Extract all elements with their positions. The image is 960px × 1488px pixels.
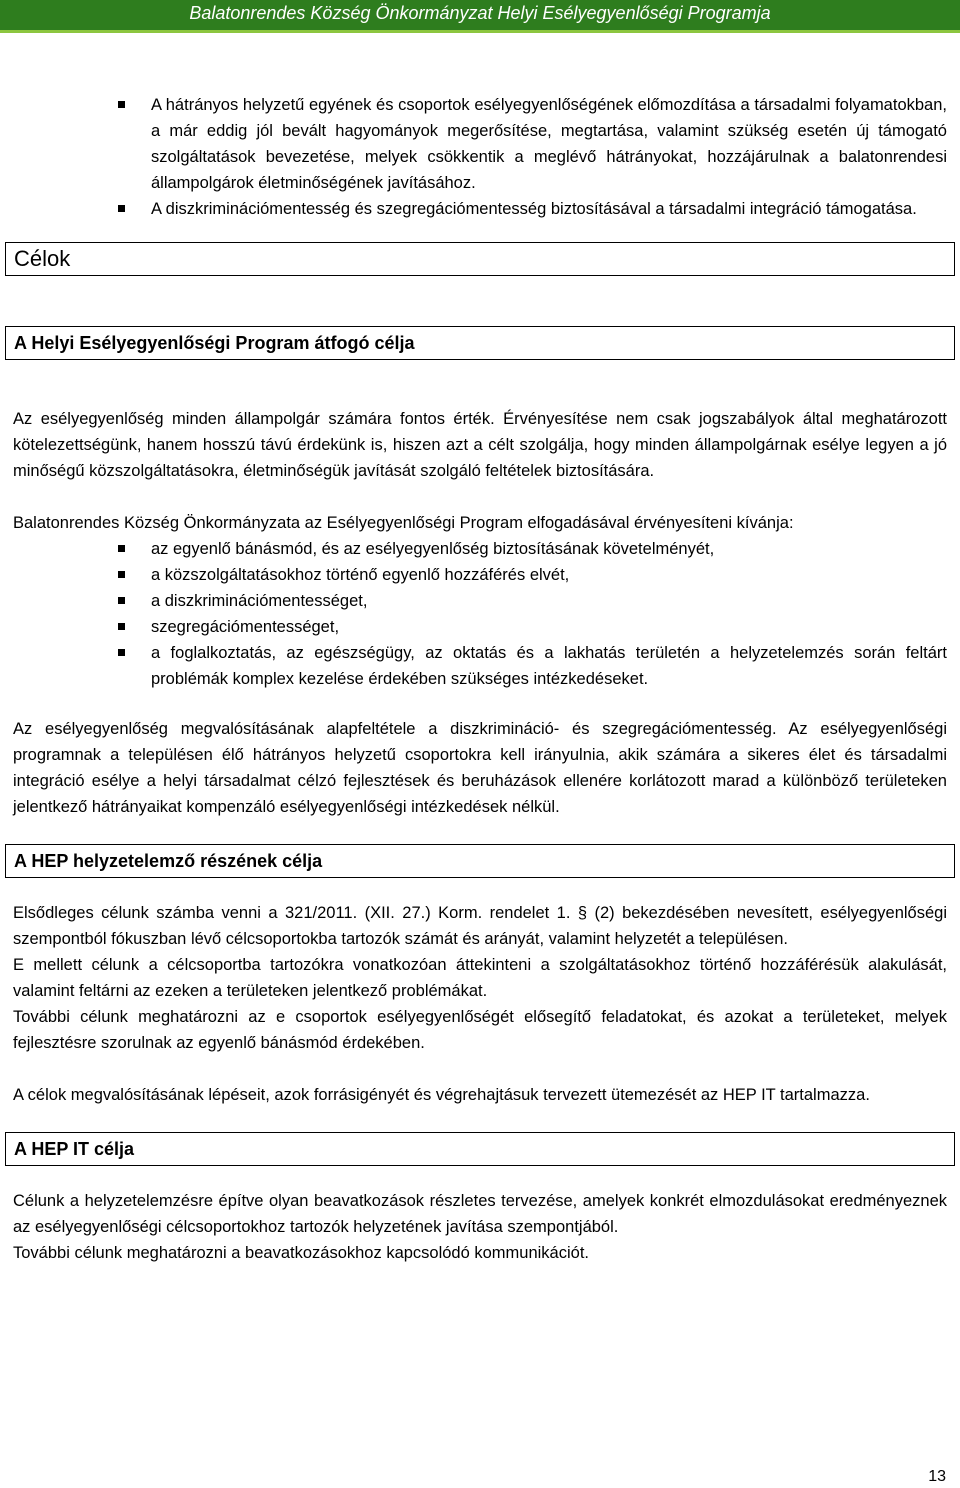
paragraph: Az esélyegyenlőség minden állampolgár számára fontos érték. Érvényesítése nem csak jogszabályok által meghatározott kötelezettségünk, hanem hosszú távú érdekünk is, hiszen azt a célt szolgálja, hogy minden állampolgárnak esélye legyen a jó minőségű közszolgáltatásokra, életminőségük javítását szolgáló feltételek biztosítására. — [13, 410, 947, 480]
section-heading-atfogo: A Helyi Esélyegyenlőségi Program átfogó célja — [5, 326, 955, 360]
list-item: A diszkriminációmentesség és szegregációmentesség biztosításával a társadalmi integráció támogatása. — [13, 196, 947, 222]
header-title: Balatonrendes Község Önkormányzat Helyi Esélyegyenlőségi Programja — [189, 3, 771, 23]
list-item: a diszkriminációmentességet, — [13, 588, 947, 614]
paragraph: A célok megvalósításának lépéseit, azok forrásigényét és végrehajtásuk tervezett ütemezését az HEP IT tartalmazza. — [13, 1086, 870, 1104]
list-item: az egyenlő bánásmód, és az esélyegyenlőség biztosításának követelményét, — [13, 536, 947, 562]
square-bullet-icon — [118, 545, 125, 552]
paragraph: Elsődleges célunk számba venni a 321/2011. (XII. 27.) Korm. rendelet 1. § (2) bekezdésében nevesített, esélyegyenlőségi szempontból fókuszban lévő célcsoportokba tartozók számát és arányát, valamint helyzetét a településen. — [13, 904, 947, 948]
square-bullet-icon — [118, 101, 125, 108]
square-bullet-icon — [118, 623, 125, 630]
list-item: szegregációmentességet, — [13, 614, 947, 640]
square-bullet-icon — [118, 571, 125, 578]
paragraph: Az esélyegyenlőség megvalósításának alapfeltétele a diszkrimináció- és szegregációmentesség. Az esélyegyenlőségi programnak a településen élő hátrányos helyzetű csoportokra kell irányulnia, akik számára a sikeres élet és társadalmi integráció esélye a helyi társadalmat célzó fejlesztések és beruházások ellenére korlátozott marad a különböző területeken jelentkező hátrányaikat kompenzáló esélyegyenlőségi intézkedések nélkül. — [13, 720, 947, 816]
list-item: a közszolgáltatásokhoz történő egyenlő hozzáférés elvét, — [13, 562, 947, 588]
square-bullet-icon — [118, 205, 125, 212]
top-bullet-list — [13, 92, 947, 222]
paragraph: Balatonrendes Község Önkormányzata az Esélyegyenlőségi Program elfogadásával érvényesíteni kívánja: — [13, 514, 794, 532]
section-heading-celok: Célok — [5, 242, 955, 276]
paragraph: Célunk a helyzetelemzésre építve olyan beavatkozások részletes tervezése, amelyek konkrét elmozdulásokat eredményeznek az esélyegyenlőségi célcsoportokhoz tartozók helyzetének javítása szempontjából. — [13, 1192, 947, 1236]
page-number: 13 — [928, 1468, 946, 1485]
page-header — [0, 0, 960, 30]
header-rule — [0, 30, 960, 33]
square-bullet-icon — [118, 597, 125, 604]
list-item: A hátrányos helyzetű egyének és csoportok esélyegyenlőségének előmozdítása a társadalmi folyamatokban, a már eddig jól bevált hagyományok megerősítése, megtartása, valamint szükség esetén új támogató szolgáltatások bevezetése, melyek csökkentik a meglévő hátrányokat, hozzájárulnak a balatonrendesi állampolgárok életminőségének javításához. — [13, 92, 947, 196]
section-heading-hep: A HEP helyzetelemző részének célja — [5, 844, 955, 878]
square-bullet-icon — [118, 649, 125, 656]
section-heading-hepit: A HEP IT célja — [5, 1132, 955, 1166]
paragraph: További célunk meghatározni az e csoportok esélyegyenlőségét elősegítő feladatokat, és azokat a területeket, melyek fejlesztésre szorulnak az egyenlő bánásmód érdekében. — [13, 1008, 947, 1052]
paragraph: E mellett célunk a célcsoportba tartozókra vonatkozóan áttekinteni a szolgáltatásokhoz történő hozzáférésük alakulását, valamint feltárni az ezeken a területeken jelentkező problémákat. — [13, 956, 947, 1000]
intro-bullet-list — [13, 536, 947, 692]
paragraph: További célunk meghatározni a beavatkozásokhoz kapcsolódó kommunikációt. — [13, 1244, 589, 1262]
document-body — [13, 92, 947, 1266]
list-item: a foglalkoztatás, az egészségügy, az oktatás és a lakhatás területén a helyzetelemzés során feltárt problémák komplex kezelése érdekében szükséges intézkedéseket. — [13, 640, 947, 692]
